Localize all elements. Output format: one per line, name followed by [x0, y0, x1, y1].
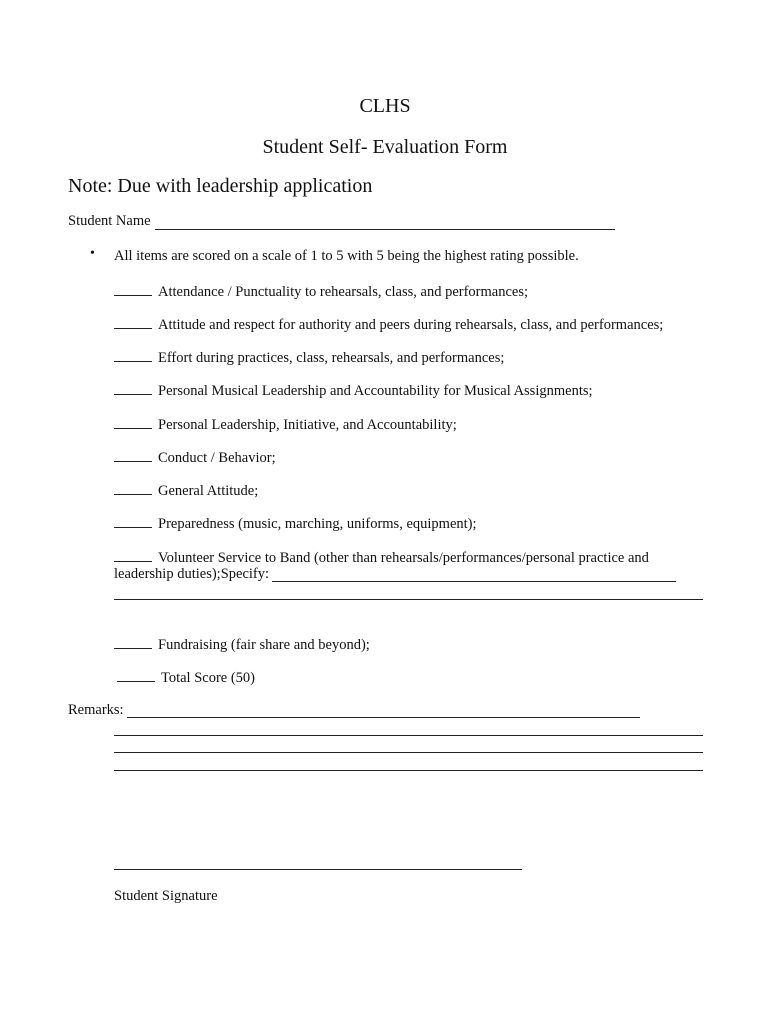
rating-blank[interactable] [114, 514, 152, 528]
rating-item: Personal Leadership, Initiative, and Accountability; [114, 415, 457, 434]
rating-blank[interactable] [114, 381, 152, 395]
signature-label: Student Signature [114, 888, 218, 904]
fundraising-item: Fundraising (fair share and beyond); [114, 635, 370, 654]
rating-blank[interactable] [114, 415, 152, 429]
rating-blank[interactable] [114, 481, 152, 495]
rating-blank[interactable] [114, 548, 152, 562]
total-score-blank[interactable] [117, 668, 155, 682]
signature-field[interactable] [114, 869, 522, 870]
student-name-label: Student Name [68, 213, 151, 229]
volunteer-specify-field[interactable] [272, 581, 676, 582]
remarks-line[interactable] [114, 752, 703, 753]
rating-item: Attendance / Punctuality to rehearsals, class, and performances; [114, 282, 528, 301]
note-text: Note: Due with leadership application [68, 175, 373, 197]
remarks-field[interactable] [127, 717, 640, 718]
rating-item: Personal Musical Leadership and Accountability for Musical Assignments; [114, 381, 593, 400]
rating-blank[interactable] [114, 348, 152, 362]
rating-item: Conduct / Behavior; [114, 448, 276, 467]
scale-instruction: All items are scored on a scale of 1 to 5 with 5 being the highest rating possible. [114, 248, 579, 264]
rating-item: Attitude and respect for authority and peers during rehearsals, class, and performances; [114, 315, 663, 334]
remarks-line[interactable] [114, 770, 703, 771]
remarks-label: Remarks: [68, 702, 124, 718]
remarks-line[interactable] [114, 735, 703, 736]
rating-item: Preparedness (music, marching, uniforms, equipment); [114, 514, 477, 533]
student-name-field[interactable] [155, 229, 615, 230]
total-score-item: Total Score (50) [117, 668, 255, 687]
rating-item: General Attitude; [114, 481, 258, 500]
rating-blank[interactable] [114, 282, 152, 296]
form-title: Student Self- Evaluation Form [262, 136, 508, 158]
rating-blank[interactable] [114, 448, 152, 462]
volunteer-item: Volunteer Service to Band (other than rehearsals/performances/personal practice and [114, 548, 649, 567]
rating-blank[interactable] [114, 315, 152, 329]
rating-item: Effort during practices, class, rehearsals, and performances; [114, 348, 504, 367]
bullet-icon: • [90, 246, 95, 261]
volunteer-specify-label: leadership duties);Specify: [114, 566, 270, 582]
org-title: CLHS [359, 95, 411, 117]
volunteer-extra-line[interactable] [114, 599, 703, 600]
rating-blank[interactable] [114, 635, 152, 649]
